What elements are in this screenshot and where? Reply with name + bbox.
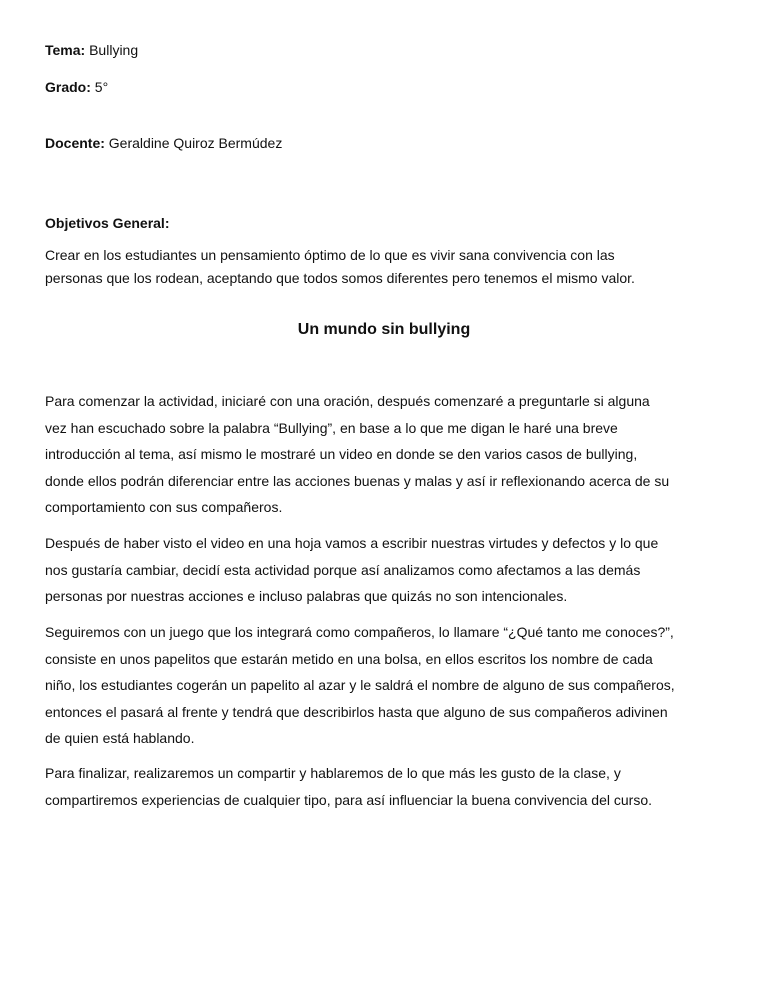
grado-value: 5° [94,79,109,95]
objectives-text [45,244,735,290]
objectives-line: personas que los rodean, aceptando que todos somos diferentes pero tenemos el mismo valor. [45,270,635,286]
paragraph-line: consiste en unos papelitos que estarán metido en una bolsa, en ellos escritos los nombre de cada [45,650,653,667]
tema-label: Tema: [45,42,86,58]
paragraph-line: Para finalizar, realizaremos un compartir y hablaremos de lo que más les gusto de la clase, y [45,765,621,781]
paragraph-line: donde ellos podrán diferenciar entre las acciones buenas y malas y así ir reflexionando acerca de su [45,472,670,489]
paragraph-line: entonces el pasará al frente y tendrá que describirlos hasta que alguno de sus compañeros adivinen [45,703,668,720]
paragraph-line: niño, los estudiantes cogerán un papelito al azar y le saldrá el nombre de alguno de sus compañeros, [45,677,675,693]
paragraph-line: Seguiremos con un juego que los integrará como compañeros, lo llamare “¿Qué tanto me conoces?”, [45,624,674,640]
objectives-line: Crear en los estudiantes un pensamiento óptimo de lo que es vivir sana convivencia con las [45,247,615,263]
paragraph-2 [45,530,735,610]
tema-line [45,41,138,59]
page-title: Un mundo sin bullying [297,321,471,338]
paragraph-3 [45,619,735,752]
objectives-heading: Objetivos General: [45,215,170,231]
grado-line [45,78,108,96]
paragraph-line: compartiremos experiencias de cualquier tipo, para así influenciar la buena convivencia del curso. [45,791,652,808]
paragraph-line: nos gustaría cambiar, decidí esta actividad porque así analizamos como afectamos a las demás [45,561,641,578]
paragraph-1 [45,388,735,521]
paragraph-line: vez han escuchado sobre la palabra “Bullying”, en base a lo que me digan le haré una breve [45,419,618,436]
docente-line [45,134,282,152]
grado-label: Grado: [45,79,91,95]
paragraph-line: introducción al tema, así mismo le mostraré un video en donde se den varios casos de bullying, [45,446,638,462]
tema-value: Bullying [89,42,139,58]
docente-value: Geraldine Quiroz Bermúdez [108,135,283,151]
paragraph-line: comportamiento con sus compañeros. [45,499,283,515]
paragraph-line: Después de haber visto el video en una hoja vamos a escribir nuestras virtudes y defectos y lo que [45,535,659,551]
paragraph-line: personas por nuestras acciones e incluso palabras que quizás no son intencionales. [45,588,568,604]
paragraph-line: de quien está hablando. [45,730,195,746]
docente-label: Docente: [45,135,105,151]
paragraph-4 [45,760,735,813]
paragraph-line: Para comenzar la actividad, iniciaré con una oración, después comenzaré a preguntarle si alguna [45,393,650,409]
